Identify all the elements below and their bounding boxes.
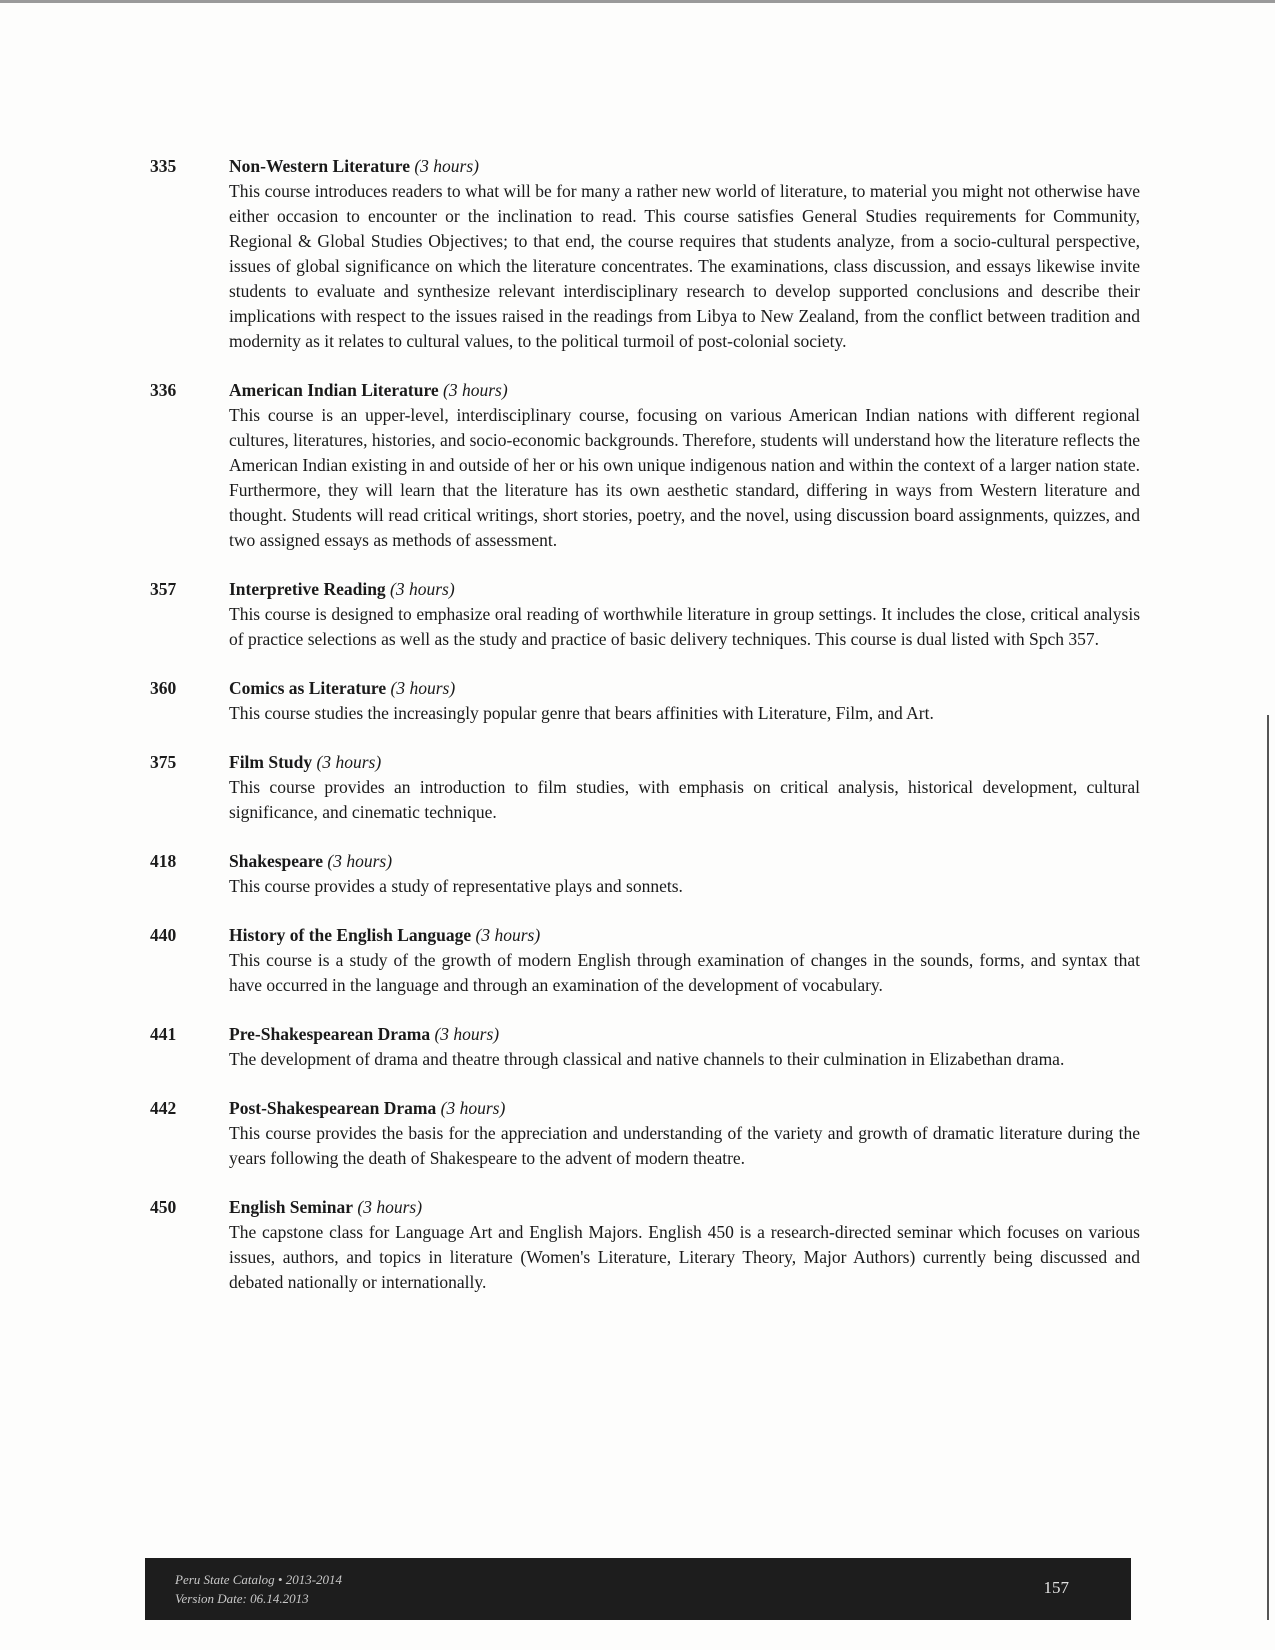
course-heading bbox=[229, 676, 1140, 701]
course-body bbox=[229, 378, 1140, 553]
course-body bbox=[229, 923, 1140, 998]
course-entry bbox=[150, 577, 1140, 652]
page-footer bbox=[145, 1558, 1131, 1620]
course-description: This course is designed to emphasize oral reading of worthwhile literature in group settings. It includes the close, critical analysis of practice selections as well as the study and practice of basic delivery techniques. This course is dual listed with Spch 357. bbox=[229, 604, 1140, 649]
course-hours: (3 hours) bbox=[357, 1197, 423, 1217]
course-description: The development of drama and theatre through classical and native channels to their culmination in Elizabethan drama. bbox=[229, 1049, 1065, 1069]
course-body bbox=[229, 1096, 1140, 1171]
course-entry bbox=[150, 923, 1140, 998]
course-title: Comics as Literature bbox=[229, 678, 387, 698]
course-body bbox=[229, 1195, 1140, 1295]
course-title: Film Study bbox=[229, 752, 313, 772]
course-heading bbox=[229, 1195, 1140, 1220]
course-heading bbox=[229, 750, 1140, 775]
course-entry bbox=[150, 676, 1140, 726]
course-number: 442 bbox=[150, 1098, 177, 1118]
course-description: This course provides the basis for the appreciation and understanding of the variety and growth of dramatic literature during the years following the death of Shakespeare to the advent of modern theatre. bbox=[229, 1123, 1140, 1168]
course-number: 375 bbox=[150, 752, 177, 772]
course-number: 360 bbox=[150, 678, 177, 698]
page-number: 157 bbox=[1043, 1578, 1069, 1597]
course-title: Post-Shakespearean Drama bbox=[229, 1098, 437, 1118]
course-entry bbox=[150, 1195, 1140, 1295]
course-heading bbox=[229, 577, 1140, 602]
course-number: 357 bbox=[150, 579, 177, 599]
course-heading bbox=[229, 378, 1140, 403]
course-entry bbox=[150, 154, 1140, 354]
course-title: American Indian Literature bbox=[229, 380, 439, 400]
course-list bbox=[150, 154, 1140, 1319]
course-entry bbox=[150, 849, 1140, 899]
course-body bbox=[229, 154, 1140, 354]
top-rule bbox=[0, 0, 1275, 3]
course-number: 441 bbox=[150, 1024, 177, 1044]
course-description: This course introduces readers to what will be for many a rather new world of literature, to material you might not otherwise have either occasion to encounter or the inclination to read. This course satisfies General Studies requirements for Community, Regional & Global Studies Objectives; to that end, the course requires that students analyze, from a socio-cultural perspective, issues of global significance on which the literature concentrates. The examinations, class discussion, and essays likewise invite students to evaluate and synthesize relevant interdisciplinary research to develop supported conclusions and describe their implications with respect to the issues raised in the readings from Libya to New Zealand, from the conflict between tradition and modernity as it relates to cultural values, to the political turmoil of post-colonial society. bbox=[229, 181, 1140, 351]
course-body bbox=[229, 577, 1140, 652]
course-hours: (3 hours) bbox=[390, 678, 456, 698]
footer-version-date: Version Date: 06.14.2013 bbox=[175, 1591, 309, 1606]
course-entry bbox=[150, 750, 1140, 825]
course-hours: (3 hours) bbox=[316, 752, 382, 772]
footer-catalog-info bbox=[175, 1570, 342, 1608]
course-entry bbox=[150, 1022, 1140, 1072]
scan-edge-line bbox=[1267, 715, 1269, 1620]
course-heading bbox=[229, 154, 1140, 179]
course-number: 450 bbox=[150, 1197, 177, 1217]
course-number: 418 bbox=[150, 851, 177, 871]
course-entry bbox=[150, 1096, 1140, 1171]
course-title: English Seminar bbox=[229, 1197, 353, 1217]
course-heading bbox=[229, 849, 1140, 874]
course-description: This course studies the increasingly popular genre that bears affinities with Literature, Film, and Art. bbox=[229, 703, 934, 723]
course-number: 335 bbox=[150, 156, 177, 176]
course-hours: (3 hours) bbox=[390, 579, 455, 599]
course-title: Pre-Shakespearean Drama bbox=[229, 1024, 431, 1044]
course-body bbox=[229, 849, 1140, 899]
course-heading bbox=[229, 1096, 1140, 1121]
course-hours: (3 hours) bbox=[440, 1098, 506, 1118]
course-description: The capstone class for Language Art and English Majors. English 450 is a research-directed seminar which focuses on various issues, authors, and topics in literature (Women's Literature, Literary Theory, Major Authors) currently being discussed and debated nationally or internationally. bbox=[229, 1222, 1140, 1292]
course-body bbox=[229, 1022, 1140, 1072]
course-heading bbox=[229, 1022, 1140, 1047]
course-title: Shakespeare bbox=[229, 851, 323, 871]
course-hours: (3 hours) bbox=[414, 156, 479, 176]
course-title: History of the English Language bbox=[229, 925, 472, 945]
course-title: Non-Western Literature bbox=[229, 156, 410, 176]
course-body bbox=[229, 750, 1140, 825]
course-number: 440 bbox=[150, 925, 177, 945]
course-description: This course provides an introduction to film studies, with emphasis on critical analysis, historical development, cultural significance, and cinematic technique. bbox=[229, 777, 1140, 822]
course-hours: (3 hours) bbox=[434, 1024, 500, 1044]
course-number: 336 bbox=[150, 380, 177, 400]
course-heading bbox=[229, 923, 1140, 948]
course-description: This course is an upper-level, interdisciplinary course, focusing on various American Indian nations with different regional cultures, literatures, histories, and socio-economic backgrounds. Therefore, students will understand how the literature reflects the American Indian existing in and outside of her or his own unique indigenous nation and within the context of a larger nation state. Furthermore, they will learn that the literature has its own aesthetic standard, differing in ways from Western literature and thought. Students will read critical writings, short stories, poetry, and the novel, using discussion board assignments, quizzes, and two assigned essays as methods of assessment. bbox=[229, 405, 1140, 550]
course-description: This course is a study of the growth of modern English through examination of changes in the sounds, forms, and syntax that have occurred in the language and through an examination of the development of vocabulary. bbox=[229, 950, 1140, 995]
footer-catalog-title: Peru State Catalog • 2013-2014 bbox=[175, 1572, 343, 1587]
course-description: This course provides a study of representative plays and sonnets. bbox=[229, 876, 683, 896]
course-hours: (3 hours) bbox=[327, 851, 393, 871]
course-hours: (3 hours) bbox=[475, 925, 541, 945]
course-title: Interpretive Reading bbox=[229, 579, 386, 599]
course-body bbox=[229, 676, 1140, 726]
course-entry bbox=[150, 378, 1140, 553]
course-hours: (3 hours) bbox=[443, 380, 508, 400]
